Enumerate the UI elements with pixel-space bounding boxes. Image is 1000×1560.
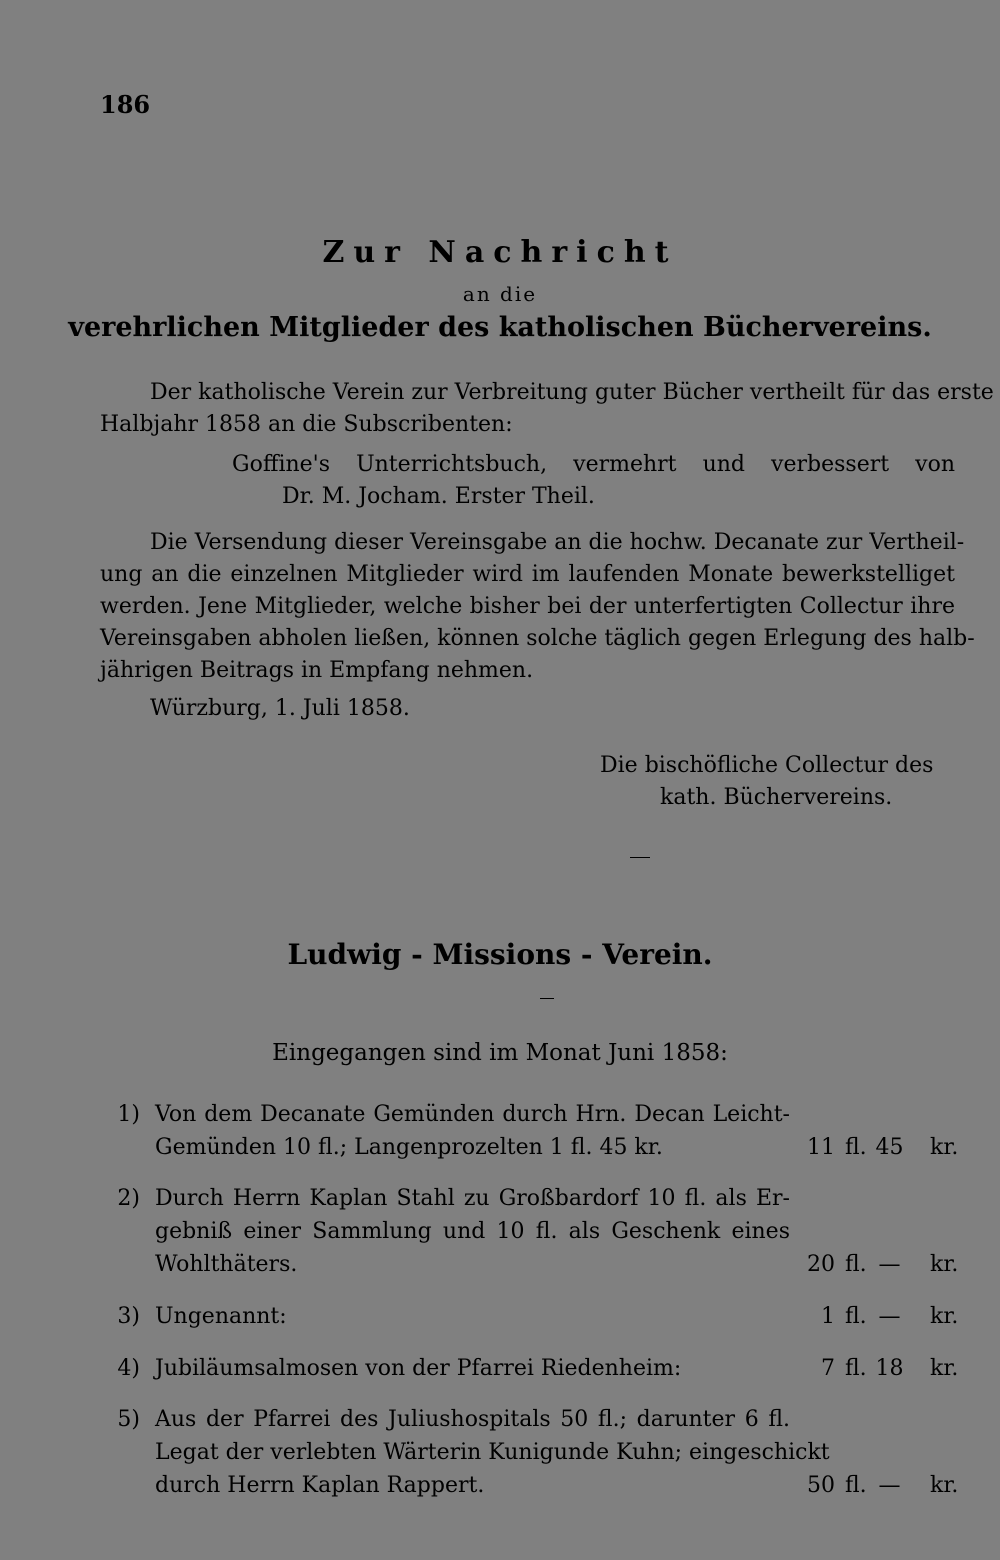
entry-line: Von dem Decanate Gemünden durch Hrn. Decan Leicht- <box>155 1102 790 1127</box>
notice-subtitle: verehrlichen Mitglieder des katholischen Büchervereins. <box>68 312 932 343</box>
entry-kr: 45 <box>875 1135 904 1160</box>
entry-fl-unit: fl. <box>845 1252 867 1277</box>
para2-line: werden. Jene Mitglieder, welche bisher bei der unterfertigten Collectur ihre <box>100 594 955 619</box>
entry-line: Legat der verlebten Wärterin Kunigunde Kuhn; eingeschickt <box>155 1440 830 1465</box>
book-line: Dr. M. Jocham. Erster Theil. <box>282 484 595 509</box>
entry-kr: — <box>878 1252 901 1277</box>
entry-kr: — <box>878 1473 901 1498</box>
entry-line: Ungenannt: <box>155 1304 287 1329</box>
notice-title: Zur Nachricht <box>322 235 678 270</box>
para2-line: ung an die einzelnen Mitglieder wird im laufenden Monate bewerkstelliget <box>100 562 955 587</box>
notice-date: Würzburg, 1. Juli 1858. <box>150 696 410 721</box>
entry-number: 2) <box>117 1186 140 1211</box>
entry-line: Aus der Pfarrei des Juliushospitals 50 fl.; darunter 6 fl. <box>155 1407 790 1432</box>
entry-fl-unit: fl. <box>845 1473 867 1498</box>
entry-kr: — <box>878 1304 901 1329</box>
entry-line: durch Herrn Kaplan Rappert. <box>155 1473 485 1498</box>
para1-line: Der katholische Verein zur Verbreitung guter Bücher vertheilt für das erste <box>150 380 994 405</box>
signature-line: Die bischöfliche Collectur des <box>600 753 934 778</box>
entry-line: Wohlthäters. <box>155 1252 298 1277</box>
entry-fl: 1 <box>821 1304 835 1329</box>
entry-number: 4) <box>117 1356 140 1381</box>
received-heading: Eingegangen sind im Monat Juni 1858: <box>272 1040 728 1066</box>
para2-line: Vereinsgaben abholen ließen, können solche täglich gegen Erlegung des halb- <box>100 626 975 651</box>
entry-kr-unit: kr. <box>930 1304 959 1329</box>
entry-line: Jubiläumsalmosen von der Pfarrei Riedenheim: <box>155 1356 682 1381</box>
notice-subtitle-an: an die <box>462 282 538 306</box>
separator-rule <box>630 857 650 858</box>
entry-number: 3) <box>117 1304 140 1329</box>
entry-fl: 11 <box>807 1135 835 1160</box>
entry-fl: 20 <box>807 1252 835 1277</box>
entry-line: gebniß einer Sammlung und 10 fl. als Geschenk eines <box>155 1219 790 1244</box>
entry-fl-unit: fl. <box>845 1135 867 1160</box>
entry-number: 5) <box>117 1407 140 1432</box>
signature-line: kath. Büchervereins. <box>660 785 893 810</box>
entry-fl-unit: fl. <box>845 1304 867 1329</box>
page-number: 186 <box>100 90 151 119</box>
separator-rule <box>540 998 554 999</box>
ludwig-title: Ludwig - Missions - Verein. <box>287 938 713 971</box>
para2-line: Die Versendung dieser Vereinsgabe an die hochw. Decanate zur Vertheil- <box>150 530 965 555</box>
entry-line: Durch Herrn Kaplan Stahl zu Großbardorf 10 fl. als Er- <box>155 1186 790 1211</box>
entry-fl: 50 <box>807 1473 835 1498</box>
entry-line: Gemünden 10 fl.; Langenprozelten 1 fl. 45 kr. <box>155 1135 663 1160</box>
entry-number: 1) <box>117 1102 140 1127</box>
entry-kr-unit: kr. <box>930 1135 959 1160</box>
entry-kr: 18 <box>875 1356 904 1381</box>
entry-kr-unit: kr. <box>930 1252 959 1277</box>
para2-line: jährigen Beitrags in Empfang nehmen. <box>100 658 534 683</box>
entry-fl: 7 <box>821 1356 835 1381</box>
entry-fl-unit: fl. <box>845 1356 867 1381</box>
entry-kr-unit: kr. <box>930 1473 959 1498</box>
book-line: Goffine's Unterrichtsbuch, vermehrt und verbessert von <box>232 452 955 477</box>
entry-kr-unit: kr. <box>930 1356 959 1381</box>
para1-line: Halbjahr 1858 an die Subscribenten: <box>100 412 513 437</box>
